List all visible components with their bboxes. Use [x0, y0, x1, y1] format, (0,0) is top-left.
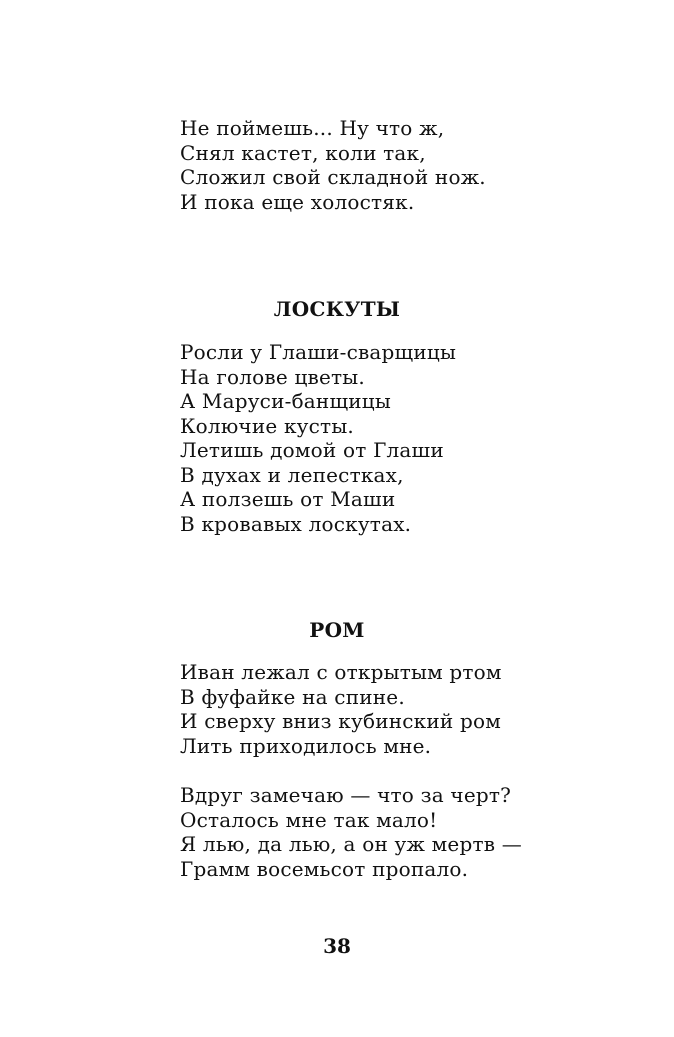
poem-line: Сложил свой складной нож. [180, 165, 486, 189]
poem-line: И пока еще холостяк. [180, 189, 415, 214]
poem-line: В духах и лепестках, [180, 462, 404, 487]
poem-line: В кровавых лоскутах. [180, 511, 412, 536]
poem-line: А Маруси-банщицы [180, 389, 391, 413]
poem-line: Не поймешь... Ну что ж, [180, 116, 445, 140]
poem-line: Вдруг замечаю — что за черт? [180, 783, 512, 807]
poem-line: Колючие кусты. [180, 413, 354, 438]
poem-line: И сверху вниз кубинский ром [180, 709, 501, 733]
poem-loskuty-stanza [180, 340, 600, 536]
poem-line: Росли у Глаши-сварщицы [180, 340, 457, 364]
poem-rom-stanza-1 [180, 660, 600, 758]
poem-line: Я лью, да лью, а он уж мертв — [180, 832, 522, 856]
poem-line: Лить приходилось мне. [180, 733, 432, 758]
poem-line: Грамм восемьсот пропало. [180, 856, 469, 881]
page-number: 38 [323, 934, 351, 958]
poem-rom-stanza-2 [180, 783, 600, 881]
poem-title-loskuty: ЛОСКУТЫ [273, 297, 401, 321]
poem-line: Снял кастет, коли так, [180, 140, 426, 165]
poem-line: Иван лежал с открытым ртом [180, 660, 502, 684]
poem-line: Летишь домой от Глаши [180, 438, 444, 462]
poem-line: А ползешь от Маши [180, 487, 396, 511]
poem-line: Осталось мне так мало! [180, 807, 438, 832]
poem-title-rom: РОМ [309, 618, 365, 642]
poem-ending-stanza [180, 116, 600, 214]
poem-line: На голове цветы. [180, 364, 365, 389]
poem-line: В фуфайке на спине. [180, 684, 405, 709]
